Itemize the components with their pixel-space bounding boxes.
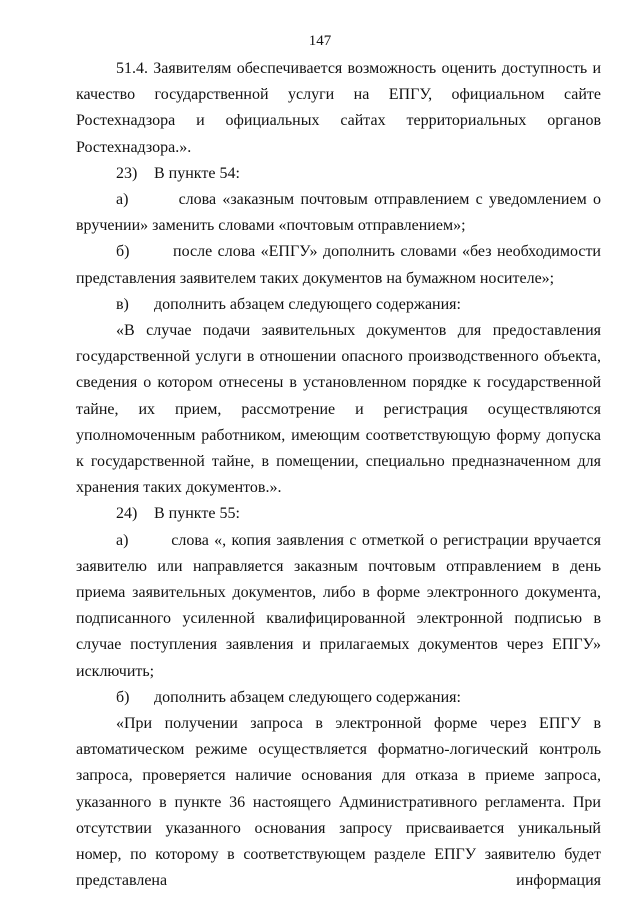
list-item-text: дополнить абзацем следующего содержания: (154, 295, 461, 313)
paragraph-51-4: 51.4. Заявителям обеспечивается возможность оценить доступность и качество государственной услуги на ЕПГУ, официальном сайте Ростехнадзора и официальных сайтах территориальных органов Ростехнадзора.». (76, 60, 601, 156)
paragraph-23b: б) после слова «ЕПГУ» дополнить словами «без необходимости представления заявителем таких документов на бумажном носителе»; (76, 243, 601, 287)
list-item-23v (116, 292, 601, 318)
paragraph-quote-state-secret: «В случае подачи заявительных документов для предоставления государственной услуги в отношении опасного производственного объекта, сведения о котором отнесены в установленном порядке к государственной тайне, их прием, рассмотрение и регистрация осуществляются уполномоченным работником, имеющим соответствующую форму допуска к государственной тайне, в помещении, специально предназначенном для хранения таких документов.». (76, 322, 601, 497)
list-marker: б) (116, 688, 130, 706)
document-body (76, 56, 601, 895)
paragraph-quote-electronic-request: «При получении запроса в электронной форме через ЕПГУ в автоматическом режиме осуществляется форматно-логический контроль запроса, проверяется наличие основания для отказа в приеме запроса, указанного в пункте 36 настоящего Административного регламента. При отсутствии указанного основания запросу присваивается уникальный номер, по которому в соответствующем разделе ЕПГУ заявителю будет представлена информация (76, 715, 601, 890)
page-number: 147 (308, 33, 332, 49)
list-marker: 23) (116, 164, 138, 182)
list-item-23 (116, 161, 601, 187)
list-item-text: дополнить абзацем следующего содержания: (154, 688, 461, 706)
paragraph-23a: а) слова «заказным почтовым отправлением с уведомлением о вручении» заменить словами «почтовым отправлением»; (76, 191, 601, 235)
list-item-24b (116, 685, 601, 711)
paragraph-24a: а) слова «, копия заявления с отметкой о регистрации вручается заявителю или направляется заказным почтовым отправлением в день приема заявительных документов, либо в форме электронного документа, подписанного усиленной квалифицированной электронной подписью в случае поступления заявления и прилагаемых документов через ЕПГУ» исключить; (76, 531, 601, 680)
list-item-text: В пункте 54: (154, 164, 240, 182)
list-item-text: В пункте 55: (154, 505, 240, 523)
list-item-24 (116, 501, 601, 527)
list-marker: 24) (116, 505, 138, 523)
list-marker: в) (116, 295, 129, 313)
